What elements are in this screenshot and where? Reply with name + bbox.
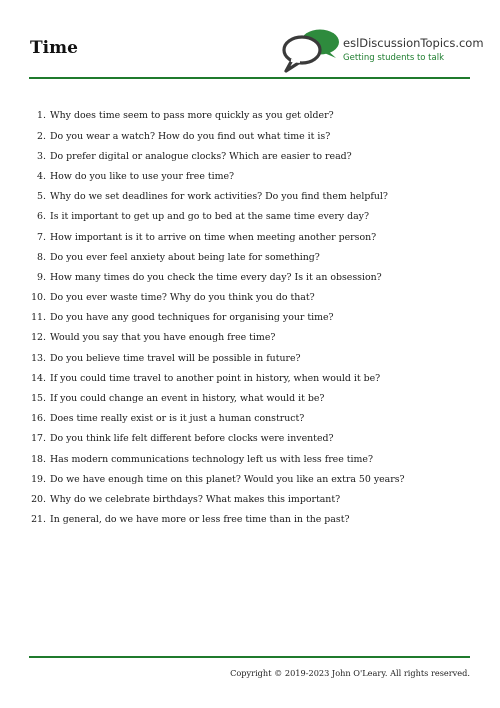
list-item <box>30 449 470 469</box>
list-item <box>30 207 470 227</box>
list-item <box>30 308 470 328</box>
list-item <box>30 389 470 409</box>
brand-tagline: Getting students to talk <box>343 53 445 63</box>
copyright-notice: Copyright © 2019-2023 John O'Leary. All rights reserved. <box>230 668 470 678</box>
question-text: Do you ever feel anxiety about being late for something? <box>50 251 320 263</box>
list-item <box>30 288 470 308</box>
list-item <box>30 268 470 288</box>
question-number: 13. <box>31 352 46 364</box>
list-item <box>30 510 470 530</box>
question-text: Do we have enough time on this planet? Would you like an extra 50 years? <box>50 473 405 485</box>
question-text: Do you believe time travel will be possible in future? <box>50 352 301 364</box>
list-item <box>30 167 470 187</box>
question-text: Do prefer digital or analogue clocks? Which are easier to read? <box>50 150 352 162</box>
list-item <box>30 187 470 207</box>
question-text: How many times do you check the time every day? Is it an obsession? <box>50 271 382 283</box>
list-item <box>30 247 470 267</box>
question-text: If you could time travel to another point in history, when would it be? <box>50 372 381 384</box>
question-number: 14. <box>31 372 46 384</box>
question-text: Why do we set deadlines for work activities? Do you find them helpful? <box>50 191 388 203</box>
brand-name: eslDiscussionTopics.com <box>343 36 484 50</box>
list-item <box>30 348 470 368</box>
question-number: 2. <box>37 130 46 142</box>
list-item <box>30 227 470 247</box>
question-number: 15. <box>31 393 46 405</box>
header-divider <box>29 77 470 79</box>
question-number: 4. <box>37 170 46 182</box>
question-number: 17. <box>31 433 46 445</box>
question-number: 10. <box>31 292 46 304</box>
list-item <box>30 106 470 126</box>
question-number: 1. <box>37 110 46 122</box>
question-text: Do you think life felt different before clocks were invented? <box>50 433 334 445</box>
question-number: 21. <box>31 514 46 526</box>
question-text: Is it important to get up and go to bed at the same time every day? <box>50 211 369 223</box>
question-text: Do you wear a watch? How do you find out what time it is? <box>50 130 331 142</box>
question-number: 12. <box>31 332 46 344</box>
speech-bubbles-icon <box>280 28 342 74</box>
question-number: 8. <box>37 251 46 263</box>
question-text: Has modern communications technology left us with less free time? <box>50 453 373 465</box>
list-item <box>30 409 470 429</box>
question-number: 7. <box>37 231 46 243</box>
question-text: Why do we celebrate birthdays? What makes this important? <box>50 493 341 505</box>
question-list <box>30 106 470 530</box>
question-text: Why does time seem to pass more quickly as you get older? <box>50 110 334 122</box>
question-text: In general, do we have more or less free time than in the past? <box>50 514 350 526</box>
question-number: 5. <box>37 191 46 203</box>
list-item <box>30 146 470 166</box>
question-text: How important is it to arrive on time when meeting another person? <box>50 231 377 243</box>
question-text: Do you ever waste time? Why do you think you do that? <box>50 292 315 304</box>
question-number: 9. <box>37 271 46 283</box>
list-item <box>30 429 470 449</box>
list-item <box>30 490 470 510</box>
question-number: 18. <box>31 453 46 465</box>
question-text: If you could change an event in history, what would it be? <box>50 393 325 405</box>
question-text: Do you have any good techniques for organising your time? <box>50 312 334 324</box>
question-text: Does time really exist or is it just a human construct? <box>50 413 305 425</box>
question-number: 11. <box>31 312 46 324</box>
list-item <box>30 368 470 388</box>
question-text: How do you like to use your free time? <box>50 170 235 182</box>
list-item <box>30 469 470 489</box>
question-number: 20. <box>31 493 46 505</box>
question-number: 6. <box>37 211 46 223</box>
question-number: 19. <box>31 473 46 485</box>
question-number: 3. <box>37 150 46 162</box>
page-title: Time <box>30 38 78 58</box>
list-item <box>30 126 470 146</box>
question-number: 16. <box>31 413 46 425</box>
list-item <box>30 328 470 348</box>
brand-logo <box>280 28 484 78</box>
question-text: Would you say that you have enough free time? <box>50 332 276 344</box>
footer-divider <box>29 656 470 658</box>
